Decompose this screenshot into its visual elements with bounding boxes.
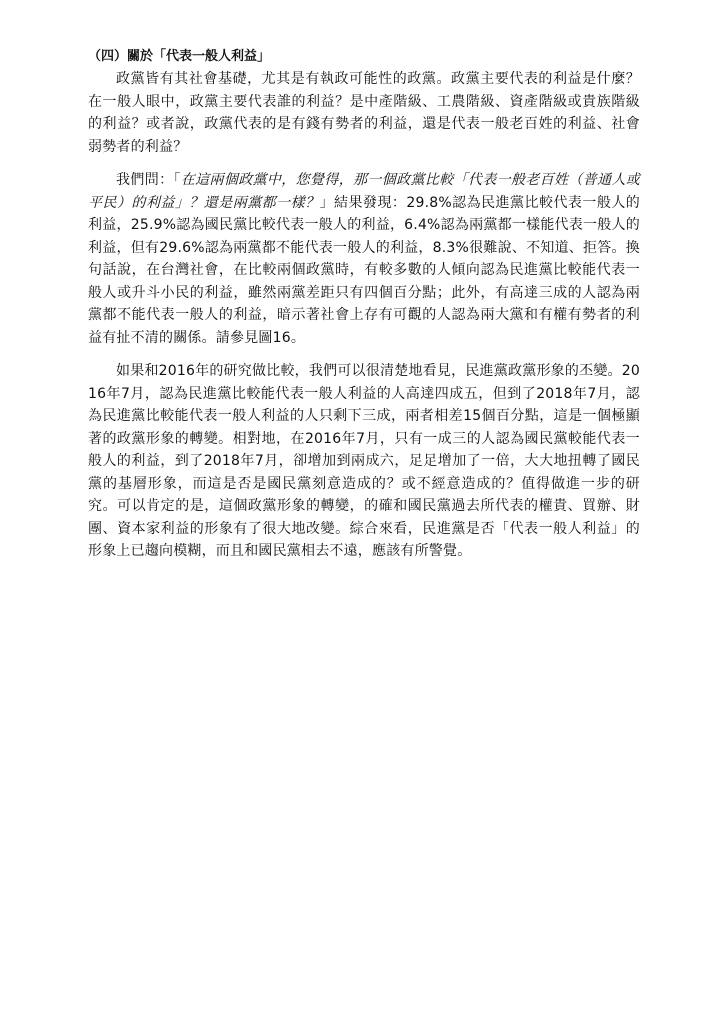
paragraph-survey-results [88,169,640,349]
section-heading: （四）關於「代表一般人利益」 [88,49,271,64]
document-body [88,46,640,574]
survey-results-text: 」結果發現：29.8%認為民進黨比較代表一般人的利益，25.9%認為國民黨比較代表一般人的利益，6.4%認為兩黨都一樣能代表一般人的利益，但有29.6%認為兩黨都不能代表一般人的利益，8.3%很難說、不知道、拒答。換句話說，在台灣社會，在比較兩個政黨時，有較多數的人傾向認為民進黨比較能代表一般人或升斗小民的利益，雖然兩黨差距只有四個百分點；此外，有高達三成的人認為兩黨都不能代表一般人的利益，暗示著社會上存有可觀的人認為兩大黨和有權有勢者的利益有扯不清的關係。請參見圖16。 [88,194,641,346]
survey-question-text: 在這兩個政黨中，您覺得，那一個政黨比較「代表一般老百姓（普通人或平民）的利益」？還是兩黨都一樣？ [88,172,640,211]
paragraph-comparison-2016: 如果和2016年的研究做比較，我們可以很清楚地看見，民進黨政黨形象的丕變。2016年7月，認為民進黨比較能代表一般人利益的人高達四成五，但到了2018年7月，認為民進黨比較能代表一般人利益的人只剩下三成，兩者相差15個百分點，這是一個極顯著的政黨形象的轉變。相對地，在2016年7月，只有一成三的人認為國民黨較能代表一般人的利益，到了2018年7月，卻增加到兩成六，足足增加了一倍，大大地扭轉了國民黨的基層形象，而這是否是國民黨刻意造成的？或不經意造成的？值得做進一步的研究。可以肯定的是，這個政黨形象的轉變，的確和國民黨過去所代表的權貴、買辦、財團、資本家利益的形象有了很大地改變。綜合來看，民進黨是否「代表一般人利益」的形象上已趨向模糊，而且和國民黨相去不遠，應該有所警覺。 [88,363,640,559]
paragraph-party-interests-intro: 政黨皆有其社會基礎，尤其是有執政可能性的政黨。政黨主要代表的利益是什麼？在一般人眼中，政黨主要代表誰的利益？是中產階級、工農階級、資產階級或貴族階級的利益？或者說，政黨代表的是有錢有勢者的利益，還是代表一般老百姓的利益、社會弱勢者的利益？ [88,71,640,155]
survey-question-lead: 我們問：「 [116,172,181,188]
